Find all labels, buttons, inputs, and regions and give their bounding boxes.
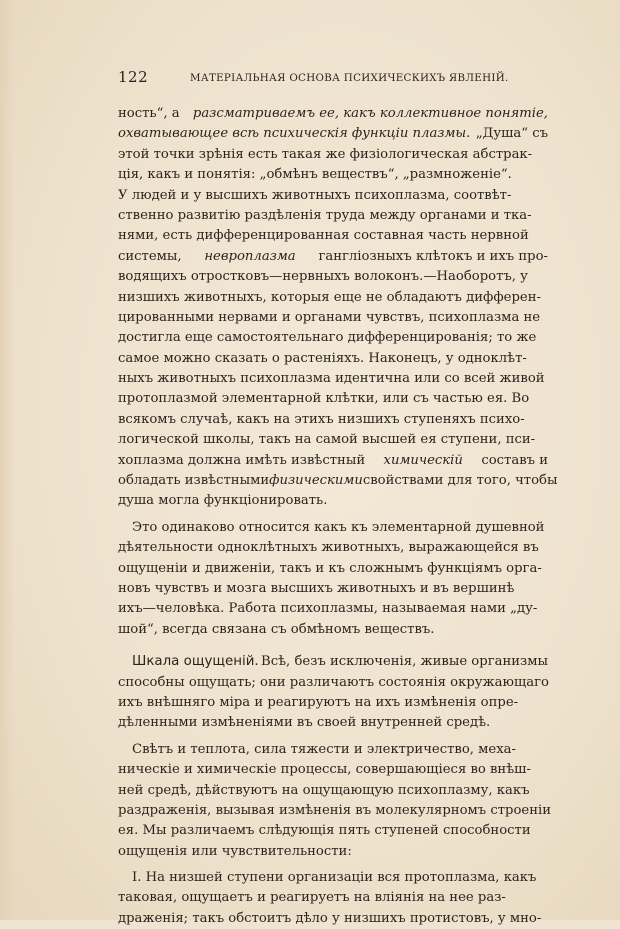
text-line: ея. Мы различаемъ слѣдующія пять ступеней способности [118, 823, 531, 839]
section-heading: Шкала ощущеній. [132, 654, 259, 670]
section-gap [118, 640, 548, 652]
text-line: новъ чувствъ и мозга высшихъ животныхъ и въ вершинѣ [118, 580, 515, 596]
text-line: этой точки зрѣнія есть такая же физіологическая абстрак- [118, 146, 533, 162]
text-line: ственно развитію раздѣленія труда между органами и тка- [118, 207, 532, 223]
text-line: таковая, ощущаетъ и реагируетъ на вліянія на нее раз- [118, 890, 506, 906]
text-line: I. На низшей ступени организаціи вся протоплазма, какъ [132, 870, 537, 886]
text-line: цированными нервами и органами чувствъ, психоплазма не [118, 309, 541, 325]
italic-term: невроплазма [204, 248, 296, 264]
text-line: нями, есть дифференцированная составная часть нервной [118, 228, 529, 244]
text-line: раздраженія, вызывая измѣненія въ молекулярномъ строеніи [118, 802, 552, 818]
text-line: Это одинаково относится какъ къ элементарной душевной [132, 519, 545, 535]
text-line: ническіе и химическіе процессы, совершающіеся во внѣш- [118, 762, 531, 778]
text-line: низшихъ животныхъ, которыя еще не обладаютъ дифферен- [118, 289, 541, 305]
text-line: водящихъ отростковъ—нервныхъ волоконъ.—Наоборотъ, у [118, 269, 528, 285]
text-line: всякомъ случаѣ, какъ на этихъ низшихъ ступеняхъ психо- [118, 411, 525, 427]
italic-phrase: разсматриваемъ ее, какъ коллективное понятіе, [192, 106, 548, 121]
text-line: системы, невроплазма ганглiозныхъ клѣтокъ и ихъ про- [118, 247, 548, 267]
text-line: логической школы, такъ на самой высшей ея ступени, пси- [118, 432, 536, 448]
text-line: ней средѣ, дѣйствуютъ на ощущающую психоплазму, какъ [118, 782, 530, 798]
text-line: драженія; такъ обстоитъ дѣло у низшихъ протистовъ, у мно- [118, 910, 542, 926]
text-line: ихъ—человѣка. Работа психоплазмы, называемая нами „ду- [118, 601, 538, 617]
italic-term: физическими [269, 473, 363, 489]
text-line: способны ощущать; они различаютъ состоянія окружающаго [118, 674, 549, 690]
text-line: У людей и у высшихъ животныхъ психоплазма, соотвѣт- [118, 187, 512, 203]
body-text [118, 104, 558, 929]
text-line: ощущеніи и движеніи, такъ и къ сложнымъ функціямъ орга- [118, 560, 542, 576]
text-line: охватывающее всѣ психическія функціи плазмы. „Душа“ съ [118, 124, 548, 144]
text-line: ихъ внѣшняго міра и реагируютъ на ихъ измѣненія опре- [118, 694, 519, 710]
text-line: протоплазмой элементарной клѣтки, или съ частью ея. Во [118, 391, 530, 407]
text-line: обладать извѣстными физическими свойствами для того, чтобы [118, 471, 548, 491]
italic-phrase: охватывающее всѣ психическія функціи плазмы. [118, 126, 471, 142]
text-line: достигла еще самостоятельнаго дифференцированія; то же [118, 330, 537, 346]
text-line: ность“, а разсматриваемъ ее, какъ коллективное понятіе, [118, 104, 548, 124]
text-line: дѣленными измѣненіями въ своей внутренней средѣ. [118, 715, 491, 731]
text-line: ція, какъ и понятія: „обмѣнъ веществъ“, „размноженіе“. [118, 167, 512, 183]
italic-term: химическій [383, 452, 463, 468]
page-edge-shadow [0, 0, 14, 920]
page-number: 122 [118, 68, 149, 86]
text-line: ныхъ животныхъ психоплазма идентична или со всей живой [118, 371, 545, 387]
text-line: хоплазма должна имѣть извѣстный химическій составъ и [118, 451, 548, 471]
text-line: душа могла функціонировать. [118, 493, 328, 509]
text-line: Свѣтъ и теплота, сила тяжести и электричество, меха- [132, 741, 516, 757]
text-line: ощущенія или чувствительности: [118, 843, 352, 859]
running-header [118, 66, 548, 88]
text-line: Шкала ощущеній. Всѣ, безъ исключенія, живые организмы [118, 652, 548, 672]
running-title: МАТЕРІАЛЬНАЯ ОСНОВА ПСИХИЧЕСКИХЪ ЯВЛЕНІЙ. [190, 72, 509, 84]
text-line: самое можно сказать о растеніяхъ. Наконецъ, у одноклѣт- [118, 350, 527, 366]
text-line: дѣятельности одноклѣтныхъ животныхъ, выражающейся въ [118, 540, 539, 556]
text-line: шой“, всегда связана съ обмѣномъ веществъ. [118, 621, 435, 637]
